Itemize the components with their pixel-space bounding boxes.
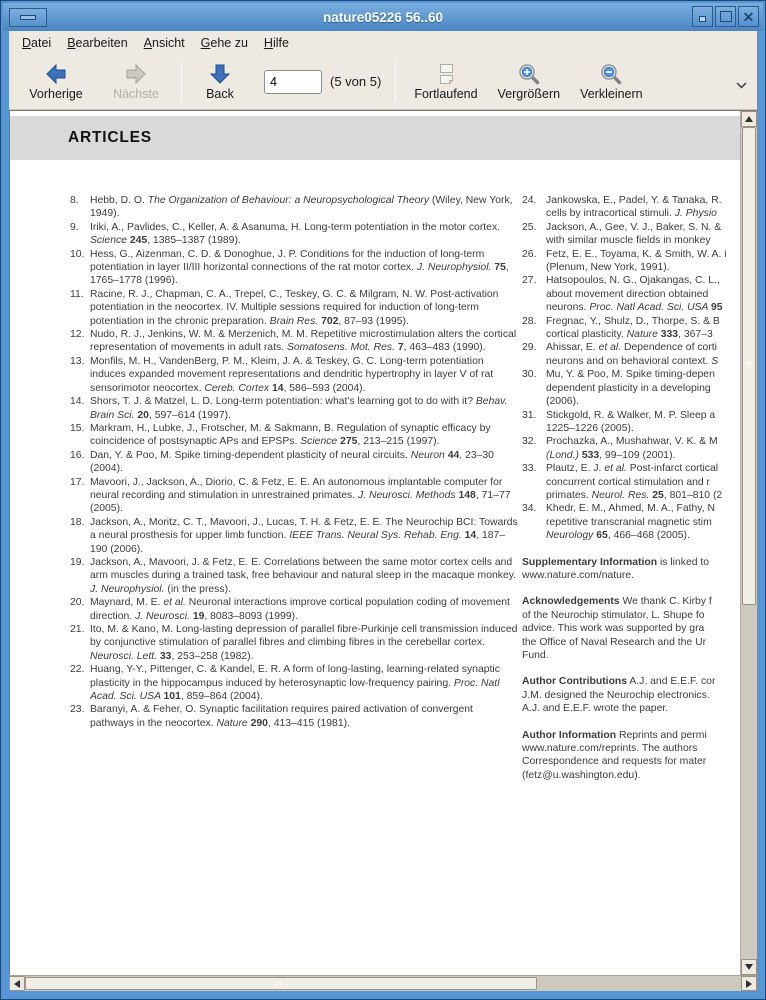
arrow-right-icon [124,62,148,86]
reference-item [70,288,518,328]
triangle-left-icon [14,980,20,988]
page-number-input[interactable] [264,70,322,94]
triangle-up-icon [745,116,753,122]
reference-number: 11. [70,288,84,300]
reference-item [70,328,518,355]
reference-text: Huang, Y-Y., Pittenger, C. & Kandel, E. R. A form of long-lasting, learning-related synaptic plasticity in the hippocampus induced by heterosynaptic low-frequency pairing. Proc. Natl Acad. Sci. USA 101, 859–864 (2004). [90,664,500,703]
left-reference-list [70,194,518,782]
reference-number: 17. [70,476,85,488]
reference-item [522,194,740,221]
minimize-button[interactable] [692,6,713,27]
reference-text: Dan, Y. & Poo, M. Spike timing-dependent plasticity of neural circuits. Neuron 44, 23–30 (2004). [90,449,494,475]
reference-text: Jankowska, E., Padel, Y. & Tanaka, R. cells by intracortical stimuli. J. Physio [546,195,722,220]
triangle-down-icon [745,964,753,970]
vertical-scrollbar[interactable] [741,111,757,975]
back-matter-section: Acknowledgements We thank C. Kirby f of the Neurochip stimulator, L. Shupe fo advice. This work was supported by gra the Office of Naval Research and the Ur Fund. [522,596,712,661]
reference-text: Stickgold, R. & Walker, M. P. Sleep a 1225–1226 (2005). [546,409,716,434]
reference-columns [10,160,740,782]
reference-text: Iriki, A., Pavlides, C., Keller, A. & Asanuma, H. Long-term potentiation in the motor cortex. Science 245, 1385–1387 (1989). [90,221,501,247]
menu-item-bearbeiten[interactable]: Bearbeiten [67,35,128,50]
reference-number: 10. [70,248,85,260]
vertical-scrollbar-thumb[interactable] [742,127,756,605]
reference-text: Plautz, E. J. et al. Post-infarct cortical concurrent cortical stimulation and r primates. Neurol. Res. 25, 801–810 (2 [546,463,723,501]
scroll-left-button[interactable] [9,976,25,991]
previous-page-label: Vorherige [29,87,83,101]
toolbar-separator [181,61,182,103]
reference-number: 12. [70,329,85,341]
menu-item-datei[interactable]: Datei [22,35,52,50]
close-button[interactable] [738,6,759,27]
document-view [9,110,757,975]
reference-text: Khedr, E. M., Ahmed, M. A., Fathy, N repetitive transcranial magnetic stim Neurology 65, 466–468 (2005). [546,503,716,542]
horizontal-scrollbar[interactable] [9,975,757,991]
reference-text: Monfils, M. H., VandenBerg, P. M., Kleim, J. A. & Teskey, G. C. Long-term potentiation induces expanded movement representations and dendritic hypertrophy in layer V of rat sensorimotor neocortex. Cereb. Cortex 14, 586–593 (2004). [90,355,494,394]
reference-text: Ahissar, E. et al. Dependence of corti neurons and on behavioral context. S [546,342,719,367]
reference-item [70,422,518,449]
maximize-icon [720,11,732,22]
next-page-label: Nächste [113,87,159,101]
reference-number: 8. [70,195,79,206]
reference-text: Fregnac, Y., Shulz, D., Thorpe, S. & B cortical plasticity. Nature 333, 367–3 [546,315,720,341]
reference-text: Fetz, E. E., Toyama, K. & Smith, W. A. i (Plenum, New York, 1991). [546,248,727,274]
reference-item [522,315,740,342]
pdf-page [10,111,741,975]
reference-number: 14. [70,396,85,408]
reference-number: 18. [70,516,85,528]
reference-item [522,435,740,462]
reference-number: 23. [70,704,85,716]
back-button[interactable] [190,60,250,103]
reference-item [522,341,740,368]
menu-item-ansicht[interactable]: Ansicht [143,35,185,50]
reference-item [70,516,518,556]
reference-item [70,623,518,663]
reference-item [70,221,518,248]
triangle-right-icon [746,980,752,988]
reference-item [70,476,518,516]
reference-text: Ito, M. & Kano, M. Long-lasting depression of parallel fibre-Purkinje cell transmission induced by conjunctive stimulation of parallel fibres and climbing fibres in the cerebellar cortex. Neurosci. Lett. 33, 253–258 (1982). [90,624,518,662]
scrollbar-grip-icon [746,362,752,368]
reference-text: Markram, H., Lubke, J., Frotscher, M. & Sakmann, B. Regulation of synaptic efficacy by coincidence of postsynaptic APs and EPSPs. Science 275, 213–215 (1997). [90,422,491,448]
reference-item [70,449,518,476]
reference-number: 31. [522,409,537,421]
toolbar-overflow-button[interactable] [736,78,747,92]
reference-number: 13. [70,355,85,367]
reference-number: 9. [70,221,79,233]
reference-number: 22. [70,664,85,676]
reference-text: Maynard, M. E. et al. Neuronal interactions improve cortical population coding of movement direction. J. Neurosci. 19, 8083–8093 (1999). [90,597,510,622]
previous-page-button[interactable] [13,60,99,103]
reference-number: 29. [522,342,537,354]
reference-item [70,556,518,596]
window-body [9,31,757,991]
reference-text: Mavoori, J., Jackson, A., Diorio, C. & Fetz, E. E. An autonomous implantable computer for neural recording and stimulation in unrestrained primates. J. Neurosci. Methods 148, 71–77 (2005). [90,476,511,515]
zoom-out-button[interactable] [570,60,653,103]
articles-header-band [10,116,740,160]
toolbar-separator [395,61,396,103]
reference-item [70,194,518,221]
reference-item [522,462,740,502]
continuous-mode-button[interactable] [404,60,487,103]
page-count-label: (5 von 5) [330,74,382,89]
reference-number: 20. [70,597,85,609]
reference-number: 16. [70,449,85,461]
reference-item [70,355,518,395]
reference-item [522,368,740,408]
reference-number: 30. [522,369,537,381]
reference-item [522,221,740,248]
reference-text: Hess, G., Aizenman, C. D. & Donoghue, J. P. Conditions for the induction of long-term potentiation in layer II/III horizontal connections of the rat motor cortex. J. Neurophysiol. 75, 1765–1778 (1996). [90,248,509,287]
reference-item [70,703,518,730]
titlebar[interactable] [3,3,763,31]
articles-header: ARTICLES [68,129,152,146]
reference-number: 24. [522,195,537,206]
right-reference-list [522,194,740,782]
reference-text: Prochazka, A., Mushahwar, V. K. & M (Lond.) 533, 99–109 (2001). [546,436,718,461]
next-page-button[interactable] [99,60,173,103]
close-icon: ✕ [742,8,755,25]
back-matter-section: Supplementary Information is linked to www.nature.com/nature. [522,556,710,581]
reference-text: Jackson, A., Mavoori, J. & Fetz, E. E. Correlations between the same motor cortex cells and arm muscles during a trained task, free behaviour and natural sleep in the macaque monkey. J. Neurophysiol. (in the press). [90,556,517,595]
reference-text: Baranyi, A. & Feher, O. Synaptic facilitation requires paired activation of convergent pathways in the neocortex. Nature 290, 413–415 (1981). [90,704,473,729]
reference-text: Hatsopoulos, N. G., Ojakangas, C. L., about movement direction obtained neurons. Proc. Natl Acad. Sci. USA 95 [546,275,723,314]
reference-text: Jackson, A., Moritz, C. T., Mavoori, J., Lucas, T. H. & Fetz, E. E. The Neurochip BCI: Towards a neural prosthesis for upper limb function. IEEE Trans. Neural Sys. Rehab. Eng. 14, 187–190 (2006). [90,516,518,555]
reference-item [522,248,740,275]
continuous-mode-label: Fortlaufend [414,87,478,101]
menu-bar [9,31,757,54]
reference-text: Hebb, D. O. The Organization of Behaviour: a Neuropsychological Theory (Wiley, New York, 1949). [90,195,513,220]
reference-text: Racine, R. J., Chapman, C. A., Trepel, C., Teskey, G. C. & Milgram, N. W. Post-activation potentiation in the neocortex. IV. Multiple sessions required for induction of long-term potentiation in the chronic preparation. Brain Res. 702, 87–93 (1995). [90,288,499,327]
reference-text: Nudo, R. J., Jenkins, W. M. & Merzenich, M. M. Repetitive microstimulation alters the cortical representation of movements in adult rats. Somatosens. Mot. Res. 7, 463–483 (1990). [90,329,517,354]
scroll-down-button[interactable] [741,959,757,975]
reference-item [522,409,740,436]
reference-text: Mu, Y. & Poo, M. Spike timing-depen dependent plasticity in a developing (2006). [546,369,715,408]
toolbar [9,54,757,110]
zoom-out-icon [599,62,623,86]
minimize-icon [699,16,706,22]
reference-item [522,274,740,314]
continuous-pages-icon [434,62,458,86]
reference-number: 32. [522,436,537,448]
reference-item [522,502,740,542]
reference-item [70,596,518,623]
maximize-button[interactable] [715,6,736,27]
reference-number: 25. [522,221,537,233]
menu-item-hilfe[interactable]: Hilfe [263,35,289,50]
reference-number: 34. [522,503,537,515]
arrow-down-icon [208,62,232,86]
reference-number: 19. [70,556,85,568]
chevron-down-icon [736,82,747,89]
scrollbar-grip-icon [276,981,282,986]
menu-item-gehe-zu[interactable]: Gehe zu [200,35,248,50]
zoom-out-label: Verkleinern [580,87,643,101]
window-title: nature05226 56..60 [322,9,444,25]
reference-item [70,395,518,422]
reference-item [70,248,518,288]
reference-number: 27. [522,275,537,287]
back-matter-section: Author Information Reprints and permi www.nature.com/reprints. The authors Correspondence and requests for mater (fetz@u.washington.edu). [522,729,707,781]
scroll-right-button[interactable] [741,976,757,991]
zoom-in-label: Vergrößern [497,87,561,101]
reference-number: 26. [522,248,537,260]
zoom-in-icon [517,62,541,86]
arrow-left-icon [44,62,68,86]
zoom-in-button[interactable] [488,60,571,103]
reference-number: 33. [522,463,537,475]
back-label: Back [206,87,234,101]
reference-item [70,663,518,703]
reference-text: Jackson, A., Gee, V. J., Baker, S. N. & with similar muscle fields in monkey [546,221,722,247]
horizontal-scrollbar-thumb[interactable] [25,977,537,990]
scroll-up-button[interactable] [741,111,757,127]
reference-number: 28. [522,315,537,327]
back-matter-section: Author Contributions A.J. and E.E.F. cor J.M. designed the Neurochip electronics. A.J. and E.E.F. wrote the paper. [522,676,716,715]
reference-number: 21. [70,624,85,635]
reference-number: 15. [70,422,85,434]
reference-text: Shors, T. J. & Matzel, L. D. Long-term potentiation: what's learning got to do with it? Behav. Brain Sci. 20, 597–614 (1997). [90,396,508,421]
